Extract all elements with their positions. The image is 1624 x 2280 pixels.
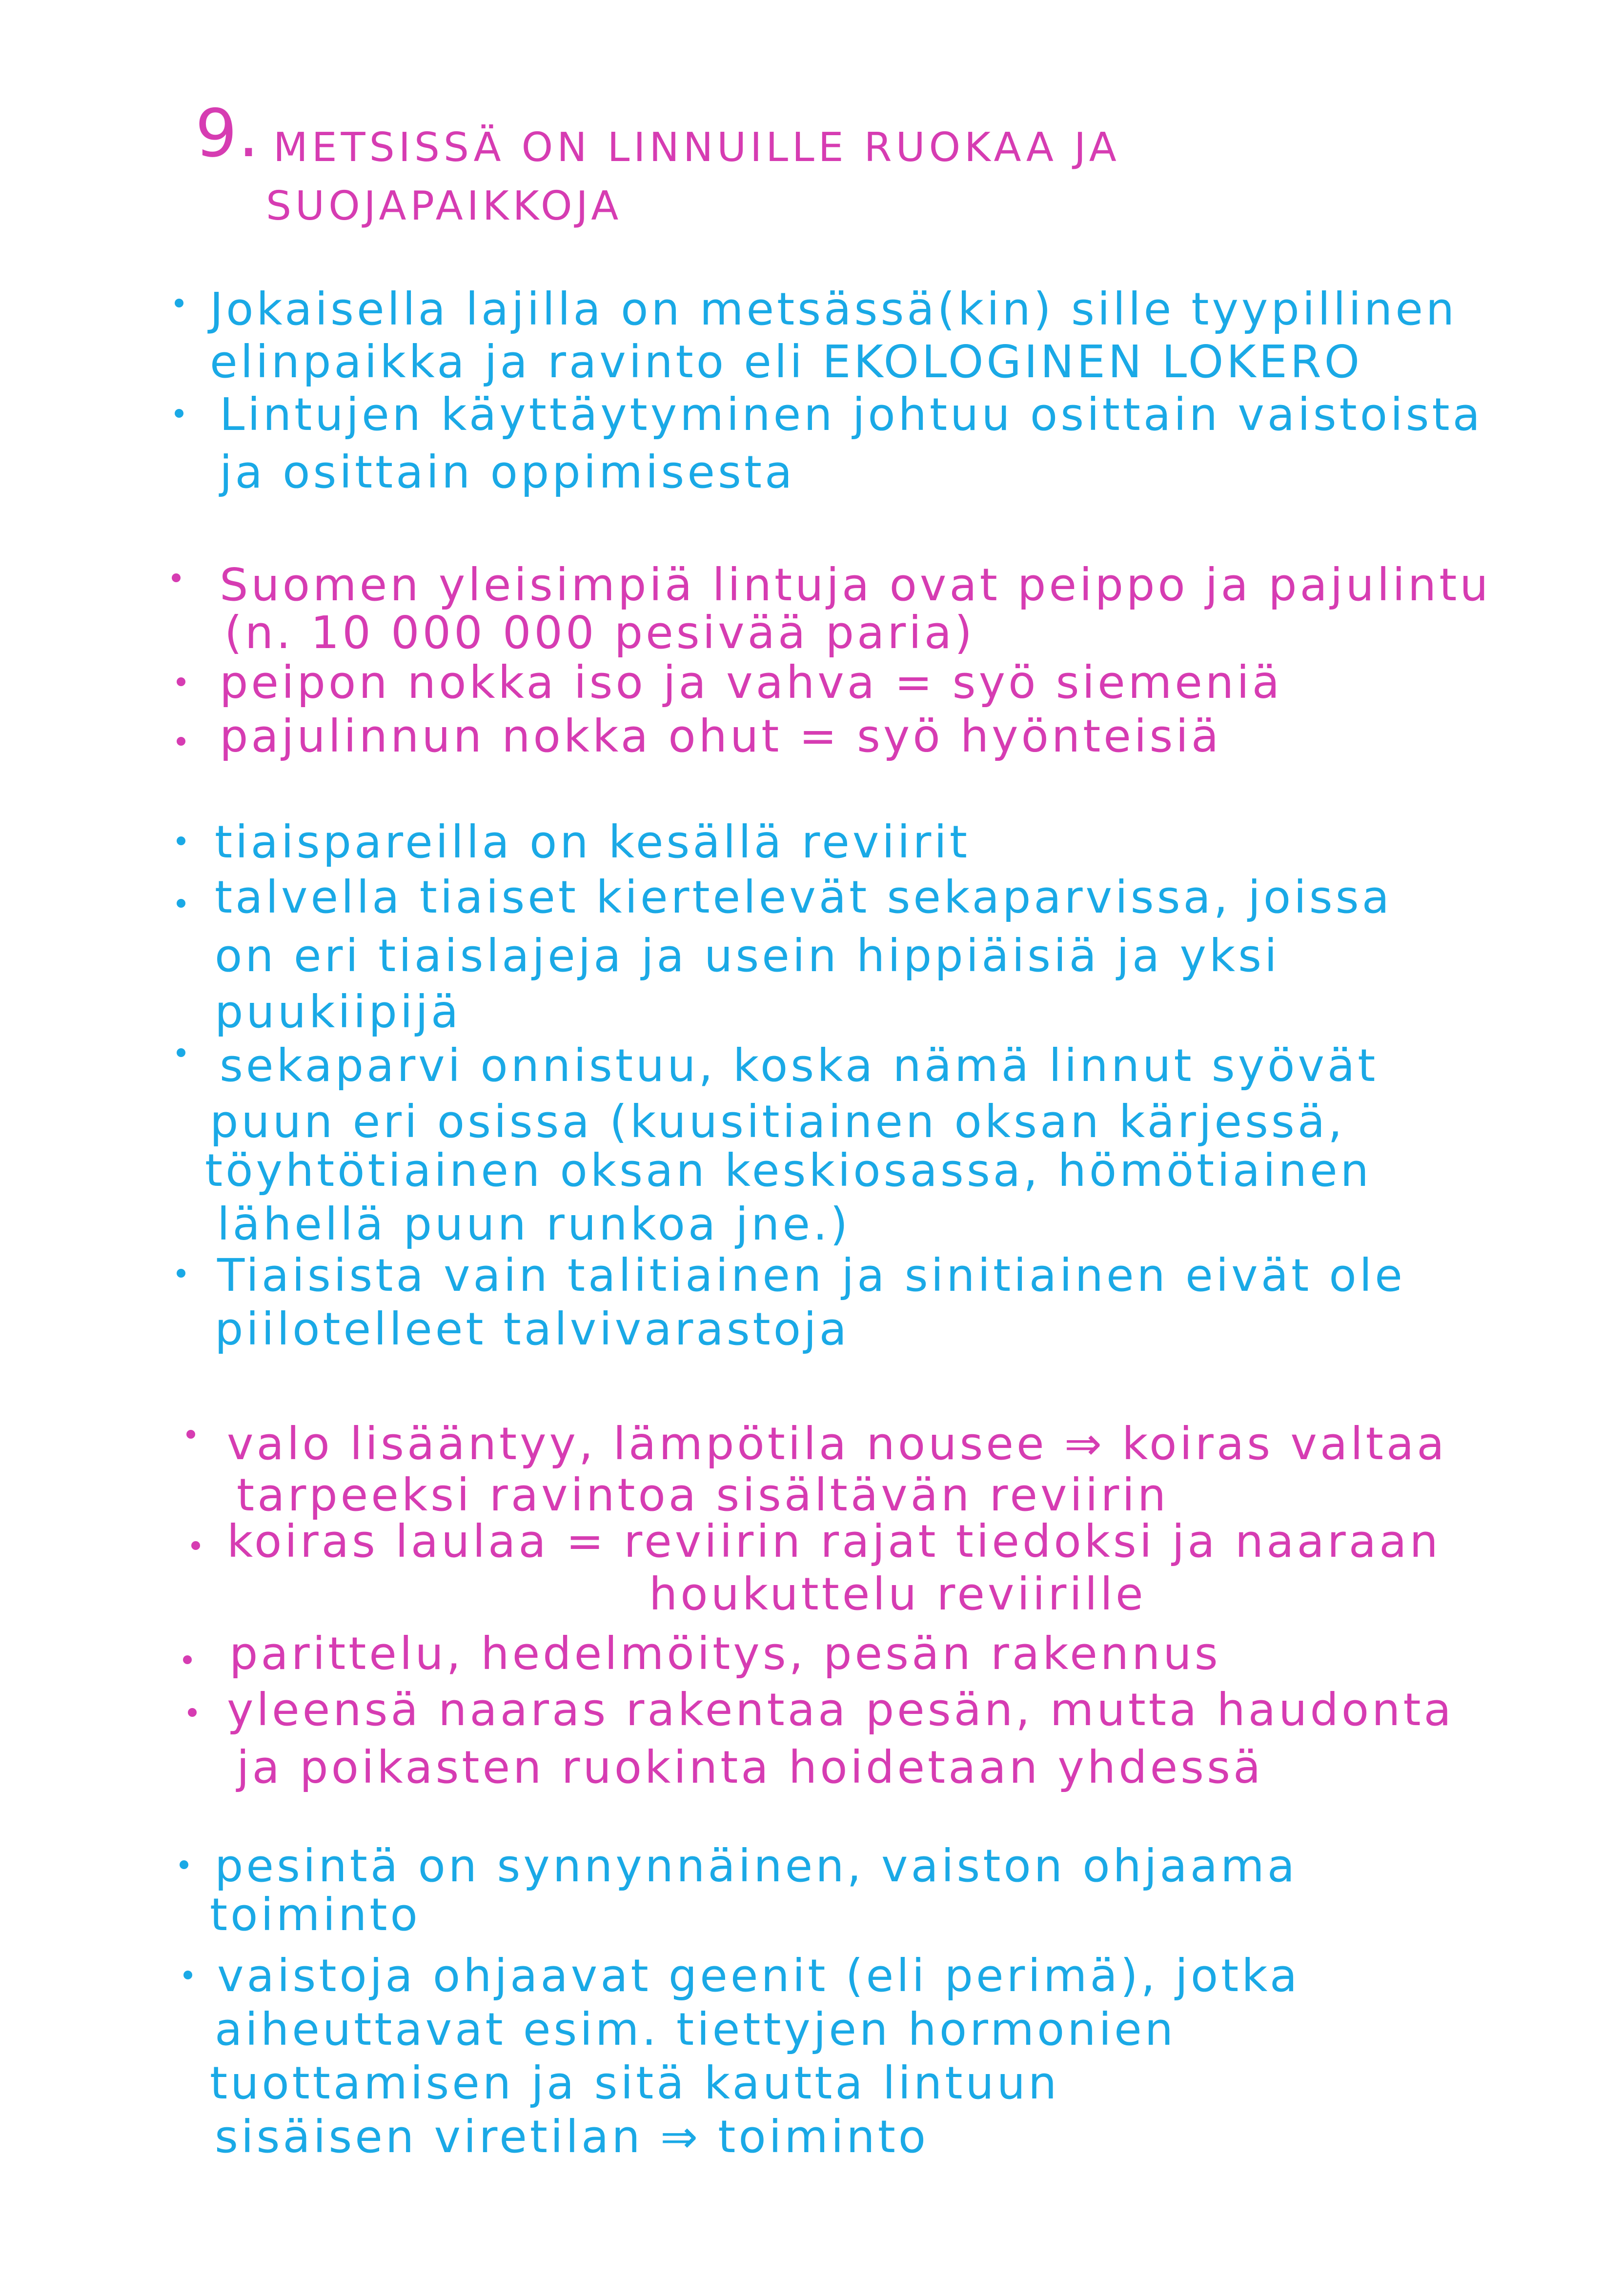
- bullet-dot: [177, 836, 185, 845]
- note-line: talvella tiaiset kiertelevät sekaparvissa, joissa: [215, 871, 1393, 923]
- note-line: parittelu, hedelmöitys, pesän rakennus: [229, 1628, 1221, 1680]
- note-line: puukiipijä: [215, 986, 462, 1038]
- bullet-dot: [183, 1655, 192, 1664]
- title-number: 9.: [195, 95, 260, 172]
- bullet-dot: [191, 1541, 200, 1550]
- bullet-dot: [180, 1860, 188, 1869]
- note-line: tiaispareilla on kesällä reviirit: [215, 816, 970, 868]
- bullet-dot: [183, 1971, 192, 1979]
- note-line: pesintä on synnynnäinen, vaiston ohjaama: [215, 1840, 1298, 1892]
- title-line-1: METSISSÄ ON LINNUILLE RUOKAA JA: [273, 124, 1120, 171]
- note-line: ja poikasten ruokinta hoidetaan yhdessä: [237, 1741, 1264, 1793]
- note-line: yleensä naaras rakentaa pesän, mutta haudonta: [227, 1684, 1454, 1736]
- note-line: peipon nokka iso ja vahva = syö siemeniä: [220, 656, 1283, 709]
- note-line: pajulinnun nokka ohut = syö hyönteisiä: [220, 710, 1222, 762]
- note-line: Tiaisista vain talitiainen ja sinitiainen eivät ole: [217, 1249, 1405, 1302]
- note-line: piilotelleet talvivarastoja: [215, 1303, 850, 1355]
- note-line: lähellä puun runkoa jne.): [217, 1198, 851, 1250]
- bullet-dot: [188, 1708, 197, 1717]
- bullet-dot: [172, 573, 181, 582]
- note-line: Suomen yleisimpiä lintuja ovat peippo ja pajulintu: [220, 559, 1491, 611]
- note-line: tarpeeksi ravintoa sisältävän reviirin: [237, 1469, 1169, 1521]
- note-line: elinpaikka ja ravinto eli EKOLOGINEN LOKERO: [210, 336, 1363, 388]
- bullet-dot: [177, 677, 185, 686]
- bullet-dot: [177, 899, 185, 908]
- bullet-dot: [186, 1430, 195, 1439]
- bullet-dot: [177, 1269, 185, 1278]
- note-line: ja osittain oppimisesta: [220, 446, 795, 498]
- note-line: Jokaisella lajilla on metsässä(kin) sille tyypillinen: [210, 283, 1458, 335]
- note-line: puun eri osissa (kuusitiainen oksan kärjessä,: [210, 1096, 1345, 1148]
- note-line: houkuttelu reviirille: [649, 1568, 1146, 1620]
- note-line: sisäisen viretilan ⇒ toiminto: [215, 2111, 929, 2163]
- note-line: valo lisääntyy, lämpötila nousee ⇒ koiras valtaa: [227, 1418, 1447, 1470]
- bullet-dot: [177, 737, 185, 746]
- note-line: Lintujen käyttäytyminen johtuu osittain vaistoista: [220, 388, 1483, 441]
- bullet-dot: [177, 1048, 185, 1057]
- note-line: koiras laulaa = reviirin rajat tiedoksi ja naaraan: [227, 1515, 1441, 1568]
- note-line: aiheuttavat esim. tiettyjen hormonien: [215, 2003, 1177, 2056]
- note-line: vaistoja ohjaavat geenit (eli perimä), jotka: [217, 1950, 1300, 2002]
- bullet-dot: [175, 299, 183, 307]
- note-line: toiminto: [210, 1889, 421, 1941]
- note-line: tuottamisen ja sitä kautta lintuun: [210, 2057, 1060, 2109]
- bullet-dot: [175, 409, 183, 418]
- title-line-2: SUOJAPAIKKOJA: [266, 183, 623, 229]
- note-line: (n. 10 000 000 pesivää paria): [224, 607, 975, 659]
- note-line: on eri tiaislajeja ja usein hippiäisiä ja yksi: [215, 930, 1280, 982]
- note-line: sekaparvi onnistuu, koska nämä linnut syövät: [220, 1039, 1379, 1092]
- note-line: töyhtötiainen oksan keskiosassa, hömötiainen: [205, 1144, 1372, 1197]
